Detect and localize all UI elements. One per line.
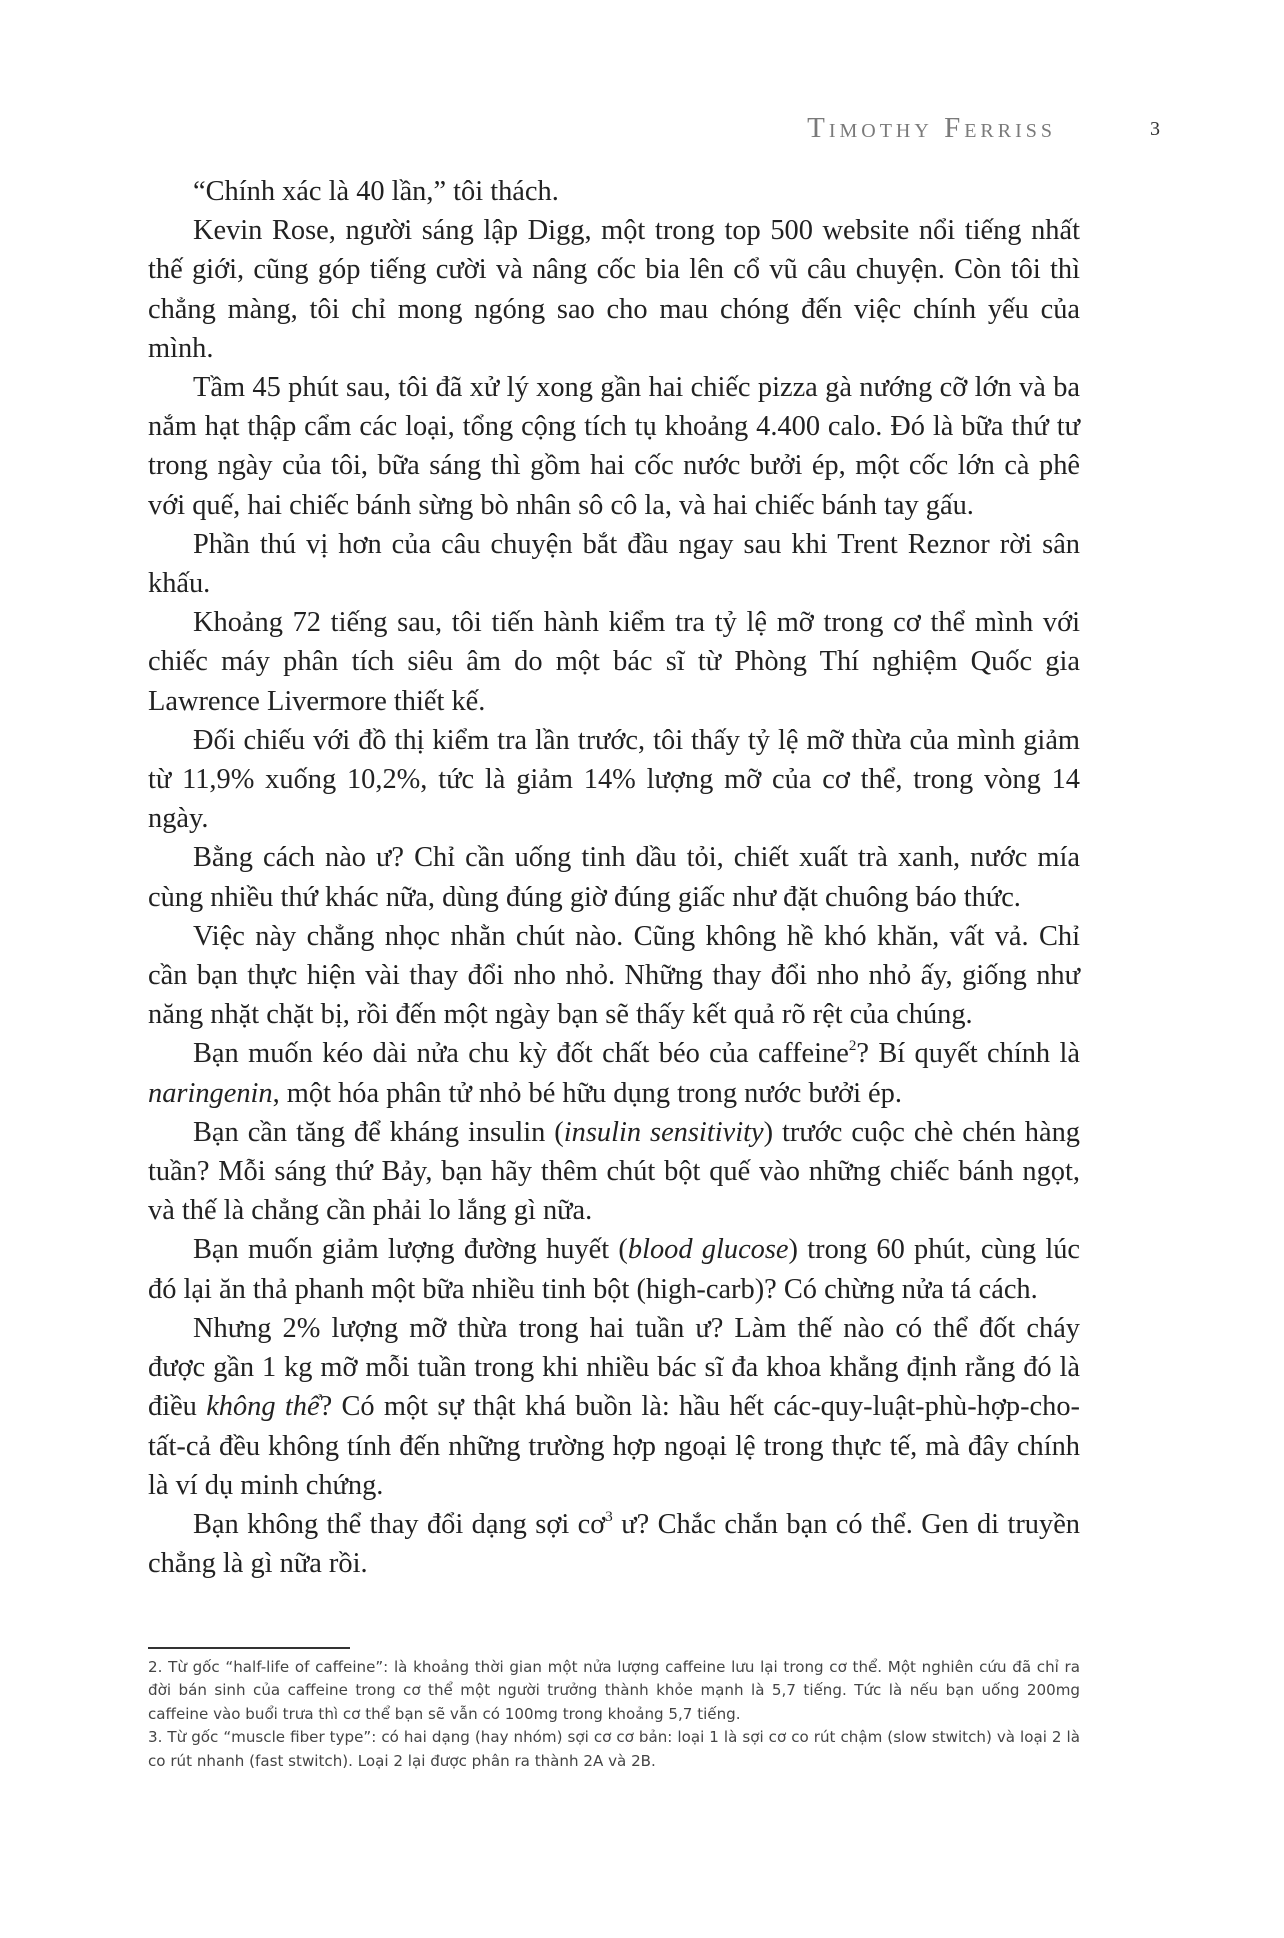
paragraph-text: Tầm 45 phút sau, tôi đã xử lý xong gần hai chiếc pizza gà nướng cỡ lớn và ba nắm hạt thập cẩm các loại, tổng cộng tích tụ khoảng 4.400 calo. Đó là bữa thứ tư trong ngày của tôi, bữa sáng thì gồm hai cốc nước bưởi ép, một cốc lớn cà phê với quế, hai chiếc bánh sừng bò nhân sô cô la, và hai chiếc bánh tay gấu. bbox=[148, 372, 1080, 521]
paragraph-text: Bạn muốn giảm lượng đường huyết ( bbox=[193, 1234, 628, 1266]
paragraph-6 bbox=[148, 721, 1080, 839]
paragraph-text: ? Bí quyết chính là bbox=[856, 1038, 1080, 1070]
paragraph-text: Nhưng 2% lượng mỡ thừa trong hai tuần ư? Làm thế nào có thể đốt cháy được gần 1 kg mỡ mỗi tuần trong khi nhiều bác sĩ đa khoa khẳng định rằng đó là điều bbox=[148, 1312, 1080, 1423]
paragraph-text: Phần thú vị hơn của câu chuyện bắt đầu ngay sau khi Trent Reznor rời sân khấu. bbox=[148, 528, 1080, 600]
paragraph-text: “Chính xác là 40 lần,” tôi thách. bbox=[193, 176, 559, 207]
italic-term: không thể bbox=[206, 1391, 320, 1423]
author-name: Timothy Ferriss bbox=[807, 112, 1056, 144]
paragraph-text: , một hóa phân tử nhỏ bé hữu dụng trong nước bưởi ép. bbox=[272, 1077, 902, 1109]
paragraph-1 bbox=[148, 172, 1080, 211]
paragraph-13 bbox=[148, 1505, 1080, 1583]
paragraph-text: Bạn cần tăng để kháng insulin ( bbox=[193, 1116, 564, 1148]
paragraph-text: Bạn muốn kéo dài nửa chu kỳ đốt chất béo của caffeine bbox=[193, 1038, 849, 1070]
paragraph-text: ? Có một sự thật khá buồn là: hầu hết các-quy-luật-phù-hợp-cho-tất-cả đều không tính đến những trường hợp ngoại lệ trong thực tế, mà đây chính là ví dụ minh chứng. bbox=[148, 1391, 1080, 1501]
footnote-3: 3. Từ gốc “muscle fiber type”: có hai dạng (hay nhóm) sợi cơ cơ bản: loại 1 là sợi cơ co rút chậm (slow stwitch) và loại 2 là co rút nhanh (fast stwitch). Loại 2 lại được phân ra thành 2A và 2B. bbox=[148, 1728, 1080, 1770]
paragraph-text: ư? Chắc chắn bạn có thể. Gen di truyền chẳng là gì nữa rồi. bbox=[148, 1508, 1080, 1580]
paragraph-10 bbox=[148, 1113, 1080, 1231]
paragraph-5 bbox=[148, 603, 1080, 721]
paragraph-2 bbox=[148, 211, 1080, 368]
paragraph-text: Kevin Rose, người sáng lập Digg, một trong top 500 website nổi tiếng nhất thế giới, cũng góp tiếng cười và nâng cốc bia lên cổ vũ câu chuyện. Còn tôi thì chẳng màng, tôi chỉ mong ngóng sao cho mau chóng đến việc chính yếu của mình. bbox=[148, 215, 1080, 364]
italic-term: blood glucose bbox=[627, 1234, 789, 1266]
footnote-ref-3[interactable]: 3 bbox=[605, 1508, 613, 1525]
page-number: 3 bbox=[1150, 118, 1160, 140]
paragraph-4 bbox=[148, 525, 1080, 603]
paragraph-text: Việc này chẳng nhọc nhằn chút nào. Cũng không hề khó khăn, vất vả. Chỉ cần bạn thực hiện vài thay đổi nho nhỏ. Những thay đổi nho nhỏ ấy, giống như năng nhặt chặt bị, rồi đến một ngày bạn sẽ thấy kết quả rõ rệt của chúng. bbox=[148, 920, 1080, 1031]
paragraph-text: Bằng cách nào ư? Chỉ cần uống tinh dầu tỏi, chiết xuất trà xanh, nước mía cùng nhiều thứ khác nữa, dùng đúng giờ đúng giấc như đặt chuông báo thức. bbox=[148, 842, 1080, 913]
footnote-divider bbox=[148, 1647, 350, 1649]
body-text bbox=[148, 172, 1080, 1583]
paragraph-text: Khoảng 72 tiếng sau, tôi tiến hành kiểm tra tỷ lệ mỡ trong cơ thể mình với chiếc máy phân tích siêu âm do một bác sĩ từ Phòng Thí nghiệm Quốc gia Lawrence Livermore thiết kế. bbox=[148, 607, 1080, 717]
footnotes bbox=[148, 1656, 1080, 1773]
paragraph-7 bbox=[148, 838, 1080, 916]
paragraph-text: Đối chiếu với đồ thị kiểm tra lần trước, tôi thấy tỷ lệ mỡ thừa của mình giảm từ 11,9% xuống 10,2%, tức là giảm 14% lượng mỡ của cơ thể, trong vòng 14 ngày. bbox=[148, 724, 1080, 835]
italic-term: naringenin bbox=[148, 1077, 273, 1109]
footnote-2: 2. Từ gốc “half-life of caffeine”: là khoảng thời gian một nửa lượng caffeine lưu lại trong cơ thể. Một nghiên cứu đã chỉ ra đời bán sinh của caffeine trong cơ thể một người trưởng thành khỏe mạnh là 5,7 tiếng. Tức là nếu bạn uống 200mg caffeine vào buổi trưa thì cơ thể bạn sẽ vẫn có 100mg trong khoảng 5,7 tiếng. bbox=[148, 1658, 1080, 1723]
paragraph-text: Bạn không thể thay đổi dạng sợi cơ bbox=[193, 1508, 606, 1540]
paragraph-9 bbox=[148, 1034, 1080, 1112]
footnote-ref-2[interactable]: 2 bbox=[848, 1038, 857, 1055]
paragraph-12 bbox=[148, 1309, 1080, 1505]
paragraph-8 bbox=[148, 917, 1080, 1035]
paragraph-text: ) trong 60 phút, cùng lúc đó lại ăn thả phanh một bữa nhiều tinh bột (high-carb)? Có chừng nửa tá cách. bbox=[148, 1234, 1080, 1305]
paragraph-text: ) trước cuộc chè chén hàng tuần? Mỗi sáng thứ Bảy, bạn hãy thêm chút bột quế vào những chiếc bánh ngọt, và thế là chẳng cần phải lo lắng gì nữa. bbox=[148, 1116, 1080, 1227]
running-header bbox=[600, 112, 1160, 152]
paragraph-3 bbox=[148, 368, 1080, 525]
italic-term: insulin sensitivity bbox=[563, 1116, 764, 1148]
paragraph-11 bbox=[148, 1230, 1080, 1308]
